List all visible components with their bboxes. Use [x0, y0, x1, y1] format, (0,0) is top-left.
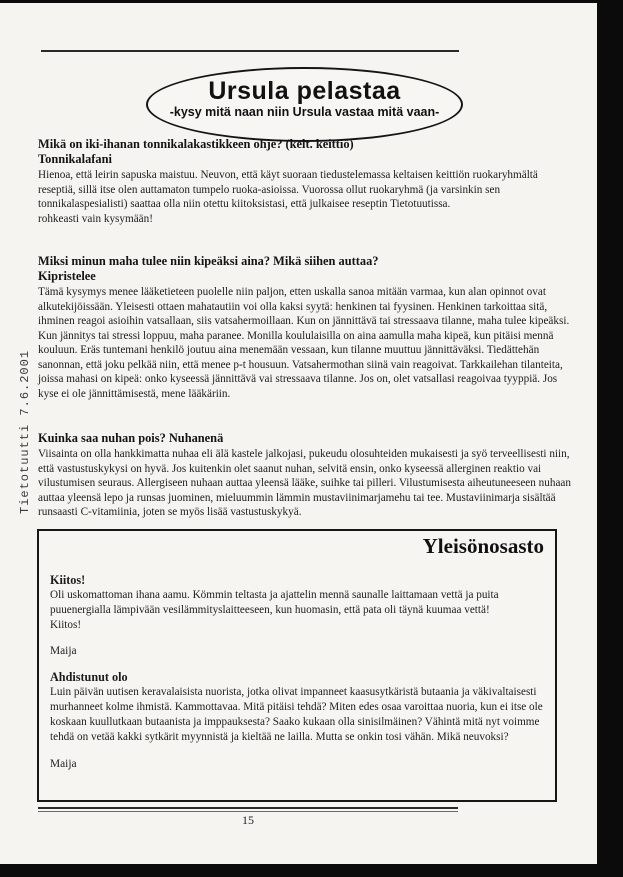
qa-section-tonnikala — [38, 137, 571, 226]
letter-paragraph: Luin päivän uutisen keravalaisista nuorista, jotka olivat impanneet kaasusytkäristä butaania ja väkivaltaisesti murhanneet kolme ihmistä. Kammottavaa. Mitä pitäisi tehdä? Miten edes osaa varoittaa nuoria, kun ei itse ole koskaan kuullutkaan butaanista ja imppauksesta? Saako kukaan olla sinisilmäinen? Vähintä mitä nyt voimme tehdä on vetää kakki sytkärit myynnistä ja kieltää ne lailla. Mutta se onkin tosi vähän. Mikä neuvoksi? — [50, 686, 543, 743]
qa-asker: Tonnikalafani — [38, 152, 112, 166]
qa-section-nuha — [38, 431, 571, 520]
column-title: Ursula pelastaa — [208, 77, 401, 105]
letter-signature: Maija — [50, 757, 77, 770]
letter-kiitos — [50, 573, 544, 657]
page-number: 15 — [242, 813, 254, 827]
letters-box — [37, 529, 557, 802]
qa-question: Miksi minun maha tulee niin kipeäksi aina? Mikä siihen auttaa? — [38, 254, 379, 268]
letter-paragraph: Kiitos! — [50, 618, 82, 631]
letter-signature: Maija — [50, 645, 77, 658]
qa-answer-paragraph: rohkeasti vain kysymään! — [38, 212, 153, 225]
footer-rule-thick — [38, 807, 458, 809]
qa-answer-paragraph: Viisainta on olla hankkimatta nuhaa eli älä kastele jalkojasi, pukeudu olosuhteiden mukaisesti ja syö terveellisesti niin, että vastustuskykysi on hyvä. Jos kuitenkin olet saanut nuhan, selvitä ensin, onko kyseessä allerginen reaktio vai vilustumisen seuraus. Allergiseen nuhaan auttaa yleensä lääke, suihke tai pilleri. Vilustumisesta aiheutuneeseen nuhaan auttaa yleensä lepo ja runsas juominen, mieluummin lämmin mustaviinimarjamehu tai tee. Mustaviinimarja sisältää runsaasti C-vitamiinia, joten se myös lisää vastustuskykyä. — [38, 448, 571, 518]
footer-rule-thin — [38, 811, 458, 812]
masthead-oval — [146, 67, 463, 142]
letter-title: Kiitos! — [50, 573, 86, 587]
qa-asker: Kipristelee — [38, 269, 96, 283]
header-rule — [41, 50, 459, 52]
letters-section-title: Yleisönosasto — [422, 534, 544, 558]
letter-ahdistunut — [50, 670, 544, 769]
qa-answer-paragraph: Tämä kysymys menee lääketieteen puolelle niin paljon, etten uskalla sanoa mitään varmaa, kun alan opinnot ovat alkutekijöissään. Yleisesti ottaen mahatautiin voi olla kaksi syytä: henkinen tai fyysinen. Henkinen tarkoittaa sitä, ihminen reagoi asioihin vatsallaan, siis vatsahermoillaan. Kun on jännittävä tai stressaava tilanne, maha tulee kipeäksi. Kun jännitys tai stressi loppuu, maha paranee. Monilla koululaisilla on aina aamulla maha kipeä, kun pitäisi mennä kouluun. Eräs tuntemani henkilö joutuu aina menemään vessaan, kun tilanne muuttuu jännittäväksi. Tiedättehän sanonnan, että joku pelkää niin, että menee p-t housuun. Vatsahermothan siinä vain reagoivat. Tarkkailehan tilanteita, joissa mahasi on kipeä: onko kyseessä jännittävä vai stressaava tilanne. Jos on, olet vatsallasi reagoivaa tyyppiä. Jos kyse ei ole jännittämisestä, mene lääkäriin. — [38, 286, 570, 400]
letter-paragraph: Oli uskomattoman ihana aamu. Kömmin teltasta ja ajattelin mennä saunalle laittamaan vettä ja puita puuenergialla lämpivään vesilämmityslaitteeseen, kun huomasin, että pata oli täynä kuumaa vettä! — [50, 589, 499, 616]
scan-edge-bottom — [0, 864, 623, 877]
scan-edge-right — [597, 0, 623, 877]
qa-question: Mikä on iki-ihanan tonnikalakastikkeen ohje? (kelt. keittiö) — [38, 137, 354, 151]
column-subtitle: -kysy mitä naan niin Ursula vastaa mitä vaan- — [169, 105, 440, 119]
qa-question: Kuinka saa nuhan pois? Nuhanenä — [38, 431, 224, 445]
qa-answer-paragraph: Hienoa, että leirin sapuska maistuu. Neuvon, että käyt suoraan tiedustelemassa keltaisen keittiön ruokaryhmältä reseptiä, sillä itse olen auttamaton tumpelo ruoka-asioissa. Vuorossa ollut ruokaryhmä (ja varsinkin sen tonnikalaspesialisti) saattaa olla niin otettu kiitoksistasi, että julkaisee reseptin Tietotuutissa. — [38, 169, 538, 210]
qa-section-maha — [38, 254, 571, 401]
margin-vertical-text: Tietotuutti 7.6.2001 — [18, 349, 32, 514]
scan-edge-top — [0, 0, 623, 3]
letter-title: Ahdistunut olo — [50, 670, 128, 685]
